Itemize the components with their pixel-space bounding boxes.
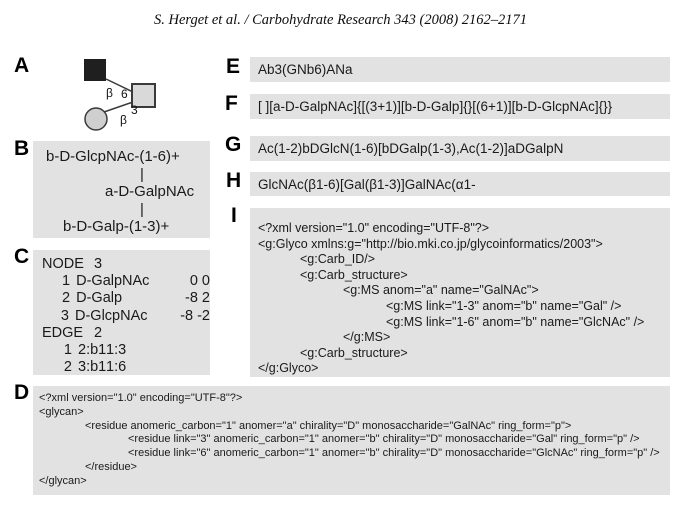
iupac-line: b-D-Galp-(1-3)+ <box>63 218 170 235</box>
edge-header-row <box>33 325 210 342</box>
iupac-line: b-D-GlcpNAc-(1-6)+ <box>46 148 180 165</box>
panel-d-box <box>33 386 670 495</box>
xml-code-line: <glycan> <box>39 405 84 418</box>
linkage-line-beta3 <box>104 102 133 112</box>
node-name: D-GlcpNAc <box>74 307 148 324</box>
linkage-bottom-label: 3 <box>131 103 138 117</box>
node-row <box>33 273 210 290</box>
edge-count: 2 <box>94 324 103 341</box>
panel-c-label: C <box>14 245 30 268</box>
edge-target: 1:3 <box>106 342 127 359</box>
journal-citation: S. Herget et al. / Carbohydrate Research 343 (2008) 2162–2171 <box>153 12 528 28</box>
node-row <box>33 308 210 325</box>
edge-keyword: EDGE <box>42 324 84 341</box>
node-index: 3 <box>60 307 69 324</box>
node-index: 2 <box>62 290 71 307</box>
panel-b-box <box>33 141 210 238</box>
panel-i-box <box>250 208 670 377</box>
xml-code-line: <g:MS link="1-6" anom="b" name="GlcNAc" /> <box>386 314 645 329</box>
panel-e-label: E <box>226 55 241 78</box>
panel-h-label: H <box>226 169 242 192</box>
panel-d-label: D <box>14 381 30 404</box>
xml-code-line: <g:Carb_ID/> <box>300 252 376 267</box>
linearcode-text: Ab3(GNb6)ANa <box>258 62 353 77</box>
xml-code-line: <g:Carb_structure> <box>300 345 408 360</box>
node-name: D-GalpNAc <box>76 273 150 290</box>
anomer-top-label: β <box>106 86 113 100</box>
node-row <box>33 290 210 307</box>
anomer-bottom-label: β <box>120 113 127 127</box>
node-y: 2 <box>201 290 210 307</box>
edge-row <box>33 342 210 359</box>
node-keyword: NODE <box>42 256 84 272</box>
branch-bar: | <box>140 165 144 183</box>
panel-h-box <box>250 172 670 196</box>
xml-code-line: <?xml version="1.0" encoding="UTF-8"?> <box>39 392 243 404</box>
edge-index: 1 <box>63 342 72 359</box>
node-name: D-Galp <box>76 290 123 307</box>
xml-code-line: </residue> <box>85 460 137 473</box>
node-x: -8 <box>185 290 198 307</box>
xml-code-line: </glycan> <box>39 474 87 487</box>
edge-row <box>33 359 210 376</box>
panel-g-label: G <box>225 133 242 156</box>
xml-code-line: </g:MS> <box>343 330 391 345</box>
edge-link: 2:b1 <box>78 342 107 359</box>
gal-circle-icon <box>85 108 107 130</box>
xml-code-line: <residue link="3" anomeric_carbon="1" anomer="b" chirality="D" monosaccharide="Gal" ring_form="p" /> <box>128 433 640 446</box>
node-y: 0 <box>201 273 210 290</box>
iupac-condensed-text: GlcNAc(β1-6)[Gal(β1-3)]GalNAc(α1- <box>258 176 476 192</box>
xml-code-line: <residue anomeric_carbon="1" anomer="a" chirality="D" monosaccharide="GalNAc" ring_form="p"> <box>85 419 572 432</box>
edge-target: 1:6 <box>106 359 127 376</box>
xml-code-line: <g:MS anom="a" name="GalNAc"> <box>343 283 539 298</box>
panel-b-label: B <box>14 137 30 160</box>
panel-c-box <box>33 250 210 375</box>
branch-bar: | <box>140 200 144 218</box>
panel-e-box <box>250 57 670 82</box>
edge-index: 2 <box>63 359 72 376</box>
node-x: 0 <box>189 273 198 290</box>
node-header-row <box>33 256 210 273</box>
edge-link: 3:b1 <box>78 359 107 376</box>
linucs-text: [ ][a-D-GalpNAc]{[(3+1)][b-D-Galp]{}[(6+1)][b-D-GlcpNAc]{}} <box>258 99 613 114</box>
xml-code-line: <?xml version="1.0" encoding="UTF-8"?> <box>258 221 490 235</box>
xml-code-line: <g:Glyco xmlns:g="http://bio.mki.co.jp/glycoinformatics/2003"> <box>258 236 603 251</box>
xml-code-line: </g:Glyco> <box>258 361 319 376</box>
xml-code-line: <g:MS link="1-3" anom="b" name="Gal" /> <box>386 298 622 313</box>
xml-code-line: <residue link="6" anomeric_carbon="1" anomer="b" chirality="D" monosaccharide="GlcNAc" ring_form="p" /> <box>128 447 660 460</box>
node-x: -8 <box>180 307 194 324</box>
node-count: 3 <box>94 256 103 272</box>
xml-code-line: <g:Carb_structure> <box>300 267 408 282</box>
panel-a-label: A <box>14 54 30 77</box>
bcsdb-text: Ac(1-2)bDGlcN(1-6)[bDGalp(1-3),Ac(1-2)]aDGalpN <box>258 141 564 156</box>
panel-f-label: F <box>225 92 238 115</box>
panel-g-box <box>250 136 670 161</box>
glcnac-filled-square-icon <box>84 59 106 81</box>
iupac-line: a-D-GalpNAc <box>105 183 195 200</box>
node-index: 1 <box>62 273 71 290</box>
panel-i-label: I <box>231 204 237 227</box>
glycan-symbol-diagram <box>70 50 170 142</box>
node-y: -2 <box>197 307 210 324</box>
linkage-top-label: 6 <box>121 87 128 101</box>
panel-f-box <box>250 94 670 119</box>
